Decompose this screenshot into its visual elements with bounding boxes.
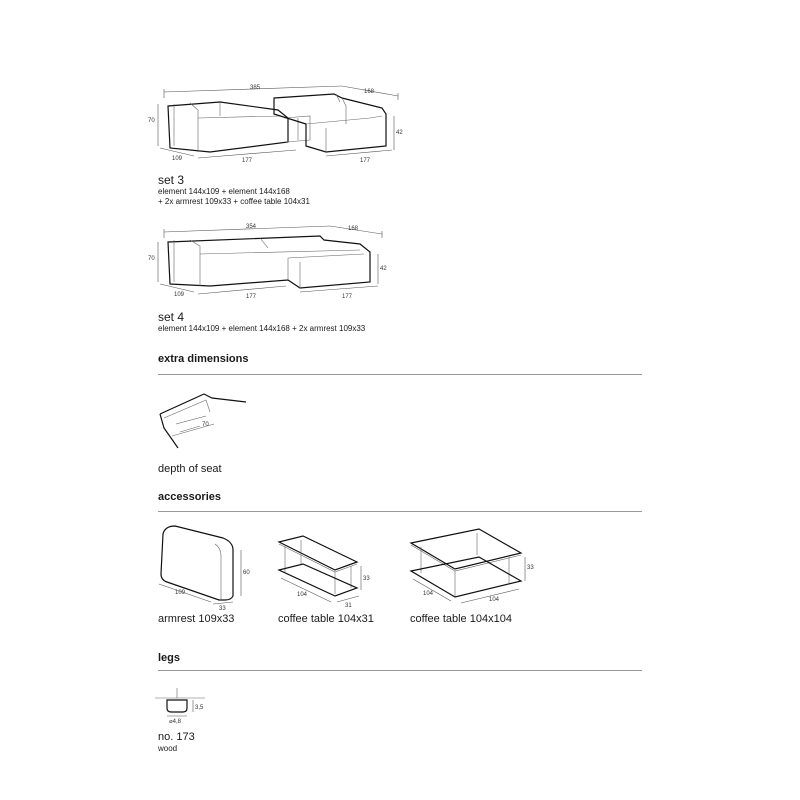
set3-drawing	[150, 80, 410, 170]
coffee-table-large-dim-height: 33	[527, 565, 534, 571]
armrest-dim-height: 60	[243, 570, 250, 576]
seat-depth-value: 70	[202, 422, 209, 428]
legs-heading: legs	[158, 652, 181, 664]
accessories-heading: accessories	[158, 491, 221, 503]
coffee-table-large-caption: coffee table 104x104	[410, 613, 512, 625]
set4-dim-depth: 109	[174, 292, 185, 298]
set4-dim-chaise: 168	[348, 226, 359, 232]
set3-dim-total: 385	[250, 85, 261, 91]
set3-title: set 3	[158, 173, 185, 187]
extra-dimensions-heading: extra dimensions	[158, 353, 249, 365]
set3-desc-line1: element 144x109 + element 144x168	[158, 187, 290, 196]
seat-depth-caption: depth of seat	[158, 463, 222, 475]
leg-drawing	[155, 688, 215, 724]
coffee-table-small-drawing	[275, 530, 375, 610]
set3-dim-length-b: 177	[360, 158, 371, 164]
set3-dim-height: 70	[148, 118, 155, 124]
coffee-table-large-drawing	[405, 525, 540, 610]
set4-desc-line1: element 144x109 + element 144x168 + 2x armrest 109x33	[158, 324, 366, 333]
set4-title: set 4	[158, 310, 185, 324]
coffee-table-large-dim-length: 104	[423, 591, 434, 597]
leg-name: no. 173	[158, 731, 195, 743]
accessories-divider	[158, 511, 642, 512]
set3-dim-seat: 42	[396, 130, 403, 136]
set4-dim-seat: 42	[380, 266, 387, 272]
coffee-table-small-dim-width: 31	[345, 603, 352, 609]
set4-drawing	[150, 218, 410, 303]
legs-divider	[158, 670, 642, 671]
set3-desc-line2: + 2x armrest 109x33 + coffee table 104x31	[158, 197, 310, 206]
coffee-table-small-caption: coffee table 104x31	[278, 613, 374, 625]
set3-dim-length-a: 177	[242, 158, 253, 164]
seat-depth-drawing	[150, 388, 250, 458]
set4-dim-total: 354	[246, 224, 257, 230]
leg-material: wood	[158, 744, 178, 753]
armrest-caption: armrest 109x33	[158, 613, 235, 625]
coffee-table-small-dim-height: 33	[363, 576, 370, 582]
leg-dim-height: 3,5	[195, 705, 204, 711]
leg-dim-diameter: ⌀4,8	[169, 719, 181, 725]
armrest-dim-width: 33	[219, 606, 226, 612]
set3-dim-depth: 109	[172, 156, 183, 162]
extra-dimensions-divider	[158, 374, 642, 375]
coffee-table-small-dim-length: 104	[297, 592, 308, 598]
set4-dim-length-b: 177	[342, 294, 353, 300]
coffee-table-large-dim-width: 104	[489, 597, 500, 603]
armrest-drawing	[155, 520, 255, 610]
set4-dim-height: 70	[148, 256, 155, 262]
set4-dim-length-a: 177	[246, 294, 257, 300]
armrest-dim-length: 109	[175, 590, 186, 596]
set3-dim-chaise: 168	[364, 89, 375, 95]
